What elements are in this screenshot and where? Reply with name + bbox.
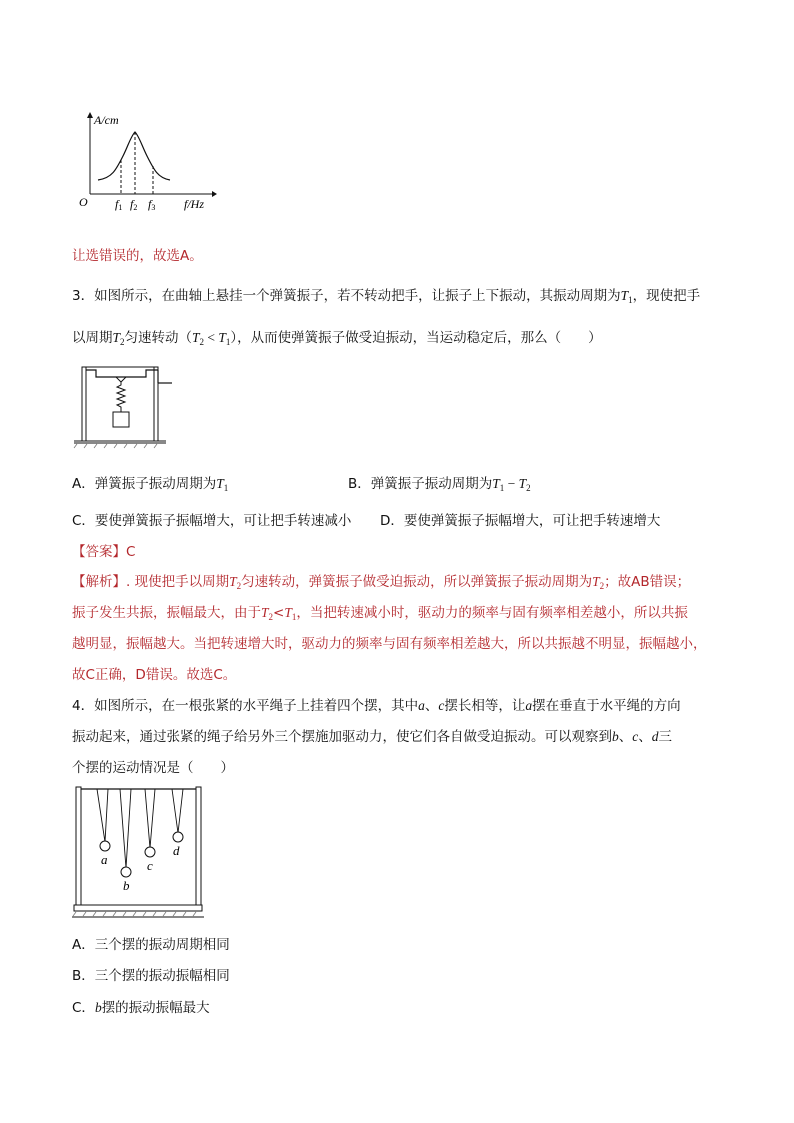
f1-label: f1: [115, 197, 123, 212]
q3-analysis-line1: 【解析】. 现使把手以周期$T_2$匀速转动，弹簧振子做受迫振动，所以弹簧振子振动周期为$T_2$；故AB错误；: [72, 574, 691, 591]
pendulum-a-label: a: [101, 852, 108, 867]
q3-option-d: D．要使弹簧振子振幅增大，可让把手转速增大: [380, 513, 661, 529]
pendulum-d-label: d: [173, 843, 180, 858]
resonance-curve-figure: [76, 108, 220, 212]
spring-oscillator-figure: [72, 362, 182, 450]
pendulum-c-label: c: [147, 858, 153, 873]
q3-stem-line1: 3．如图所示，在曲轴上悬挂一个弹簧振子，若不转动把手，让振子上下振动，其振动周期为$T_1$，现使把手: [72, 288, 701, 305]
previous-answer-tail: 让选错误的，故选A。: [72, 248, 203, 264]
q3-analysis-line4: 故C正确，D错误。故选C。: [72, 667, 237, 683]
q3-option-a: A．弹簧振子振动周期为$T_1$: [72, 476, 229, 493]
pendulums-figure: [70, 783, 210, 928]
q3-analysis-line3: 越明显，振幅越大。当把转速增大时，驱动力的频率与固有频率相差越大，所以共振越不明显，振幅越小，: [72, 636, 707, 652]
q4-stem-line1: 4．如图所示，在一根张紧的水平绳子上挂着四个摆，其中a、c摆长相等，让a摆在垂直于水平绳的方向: [72, 698, 681, 714]
y-axis-label: A/cm: [94, 113, 119, 127]
q4-option-b: B．三个摆的振动振幅相同: [72, 968, 230, 984]
pendulum-b-label: b: [123, 878, 130, 893]
q3-analysis-line2: 振子发生共振，振幅最大，由于$T_2<T_1$，当把转速减小时，驱动力的频率与固有频率相差越小，所以共振: [72, 605, 688, 622]
q3-answer: 【答案】C: [72, 544, 136, 560]
q4-stem-line3: 个摆的运动情况是（ ）: [72, 760, 234, 776]
q4-option-a: A．三个摆的振动周期相同: [72, 937, 230, 953]
q3-option-c: C．要使弹簧振子振幅增大，可让把手转速减小: [72, 513, 352, 529]
q3-stem-line2: 以周期$T_2$匀速转动$(T_2 < T_1)$，从而使弹簧振子做受迫振动，当运动稳定后，那么（ ）: [72, 330, 602, 347]
f3-label: f3: [148, 197, 156, 212]
q4-option-c: C．b摆的振动振幅最大: [72, 1000, 210, 1016]
x-axis-label: f/Hz: [184, 197, 205, 211]
f2-label: f2: [130, 197, 138, 212]
q3-option-b: B．弹簧振子振动周期为$T_1 - T_2$: [348, 476, 531, 493]
origin-label: O: [79, 195, 88, 209]
q4-stem-line2: 振动起来，通过张紧的绳子给另外三个摆施加驱动力，使它们各自做受迫振动。可以观察到b、c、d三: [72, 729, 672, 745]
